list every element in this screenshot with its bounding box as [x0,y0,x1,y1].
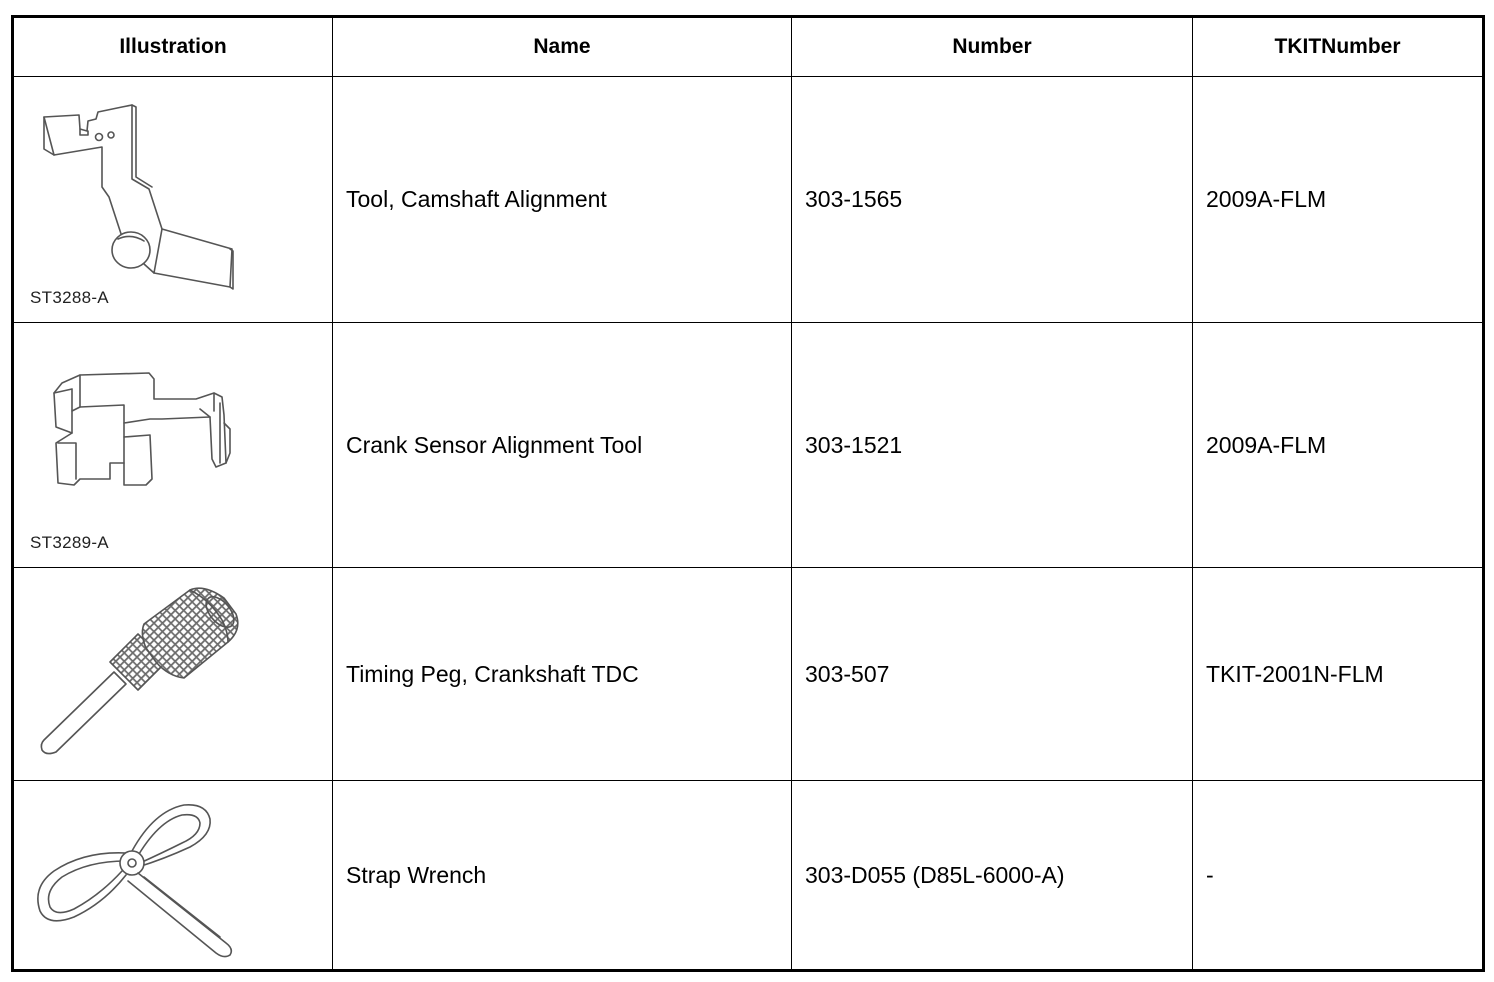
crank-sensor-alignment-tool-icon [14,323,332,567]
tkit-number-cell: 2009A-FLM [1193,77,1484,323]
tool-number-cell: 303-507 [792,568,1193,781]
tool-name-cell: Tool, Camshaft Alignment [333,77,792,323]
illustration-cell [13,781,333,971]
tool-number-cell: 303-1565 [792,77,1193,323]
illustration-cell [13,323,333,568]
table-row [13,77,1484,323]
column-header-number: Number [792,17,1193,77]
special-tools-table [11,15,1485,972]
tool-number-cell: 303-1521 [792,323,1193,568]
tool-name-cell: Strap Wrench [333,781,792,971]
camshaft-alignment-tool-icon [14,77,332,322]
table-row [13,323,1484,568]
table-row [13,568,1484,781]
tool-name-cell: Timing Peg, Crankshaft TDC [333,568,792,781]
illustration-code-label: ST3288-A [30,288,109,307]
column-header-name: Name [333,17,792,77]
column-header-illustration: Illustration [13,17,333,77]
column-header-tkit-number: TKITNumber [1193,17,1484,77]
tkit-number-cell: TKIT-2001N-FLM [1193,568,1484,781]
illustration-cell [13,77,333,323]
table-header-row [13,17,1484,77]
timing-peg-icon [14,568,332,780]
strap-wrench-icon [14,781,332,969]
tkit-number-cell: 2009A-FLM [1193,323,1484,568]
tkit-number-cell: - [1193,781,1484,971]
table-row [13,781,1484,971]
illustration-code-label: ST3289-A [30,533,109,552]
illustration-cell [13,568,333,781]
tool-name-cell: Crank Sensor Alignment Tool [333,323,792,568]
tool-number-cell: 303-D055 (D85L-6000-A) [792,781,1193,971]
